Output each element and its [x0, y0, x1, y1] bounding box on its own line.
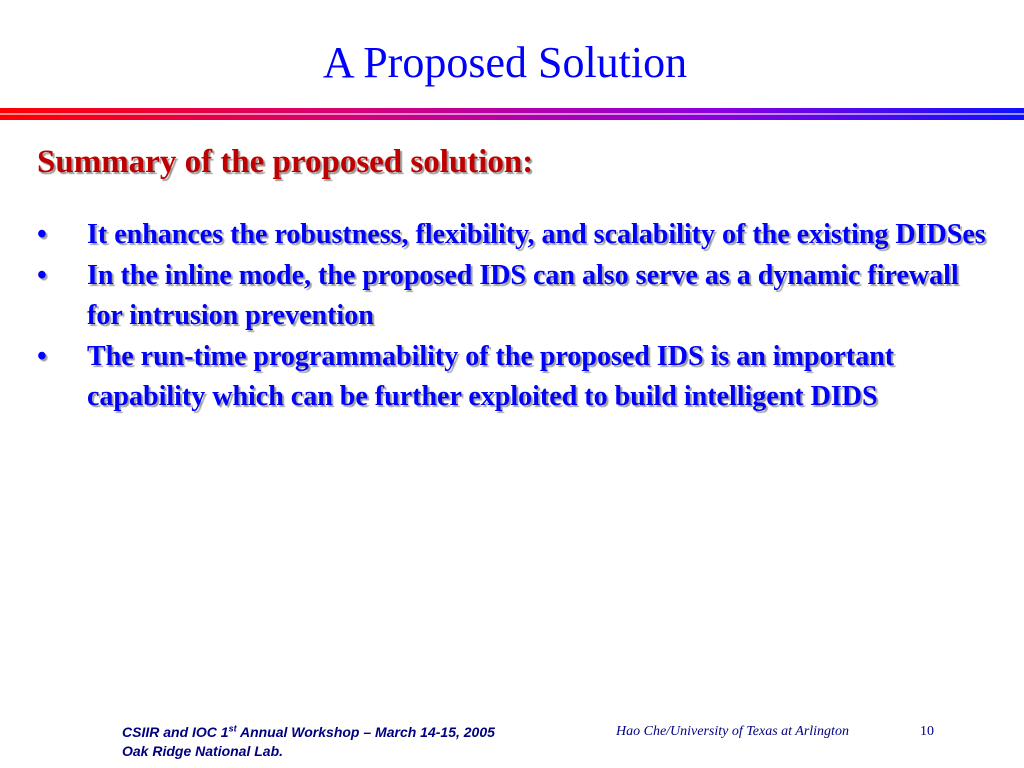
bullet-text: It enhances the robustness, flexibility, and scalability of the existing DIDSes	[87, 219, 986, 250]
footer-event-superscript: st	[228, 723, 237, 734]
footer-event-prefix: CSIIR and IOC 1	[122, 724, 229, 740]
bullet-text: The run-time programmability of the proposed IDS is an important capability which can be further exploited to build intelligent DIDS	[87, 340, 895, 412]
bullet-item-programmability	[37, 337, 997, 418]
summary-bullet-list	[37, 215, 997, 418]
bullet-text: In the inline mode, the proposed IDS can also serve as a dynamic firewall for intrusion prevention	[87, 259, 959, 331]
slide-title: A Proposed Solution	[322, 38, 688, 87]
title-divider	[0, 108, 1024, 120]
footer-event-suffix: Annual Workshop – March 14-15, 2005	[236, 724, 495, 740]
bullet-icon: •	[37, 259, 47, 291]
footer-event-info	[122, 723, 495, 761]
page-number: 10	[920, 724, 934, 739]
bullet-icon: •	[37, 219, 47, 250]
summary-heading: Summary of the proposed solution:	[37, 144, 534, 180]
bullet-item-robustness	[37, 215, 997, 256]
footer-author: Hao Che/University of Texas at Arlington	[616, 724, 849, 739]
footer-event-line	[122, 723, 495, 742]
footer-venue: Oak Ridge National Lab.	[122, 743, 284, 759]
bullet-item-inline-mode	[37, 256, 997, 337]
bullet-icon: •	[37, 340, 47, 372]
